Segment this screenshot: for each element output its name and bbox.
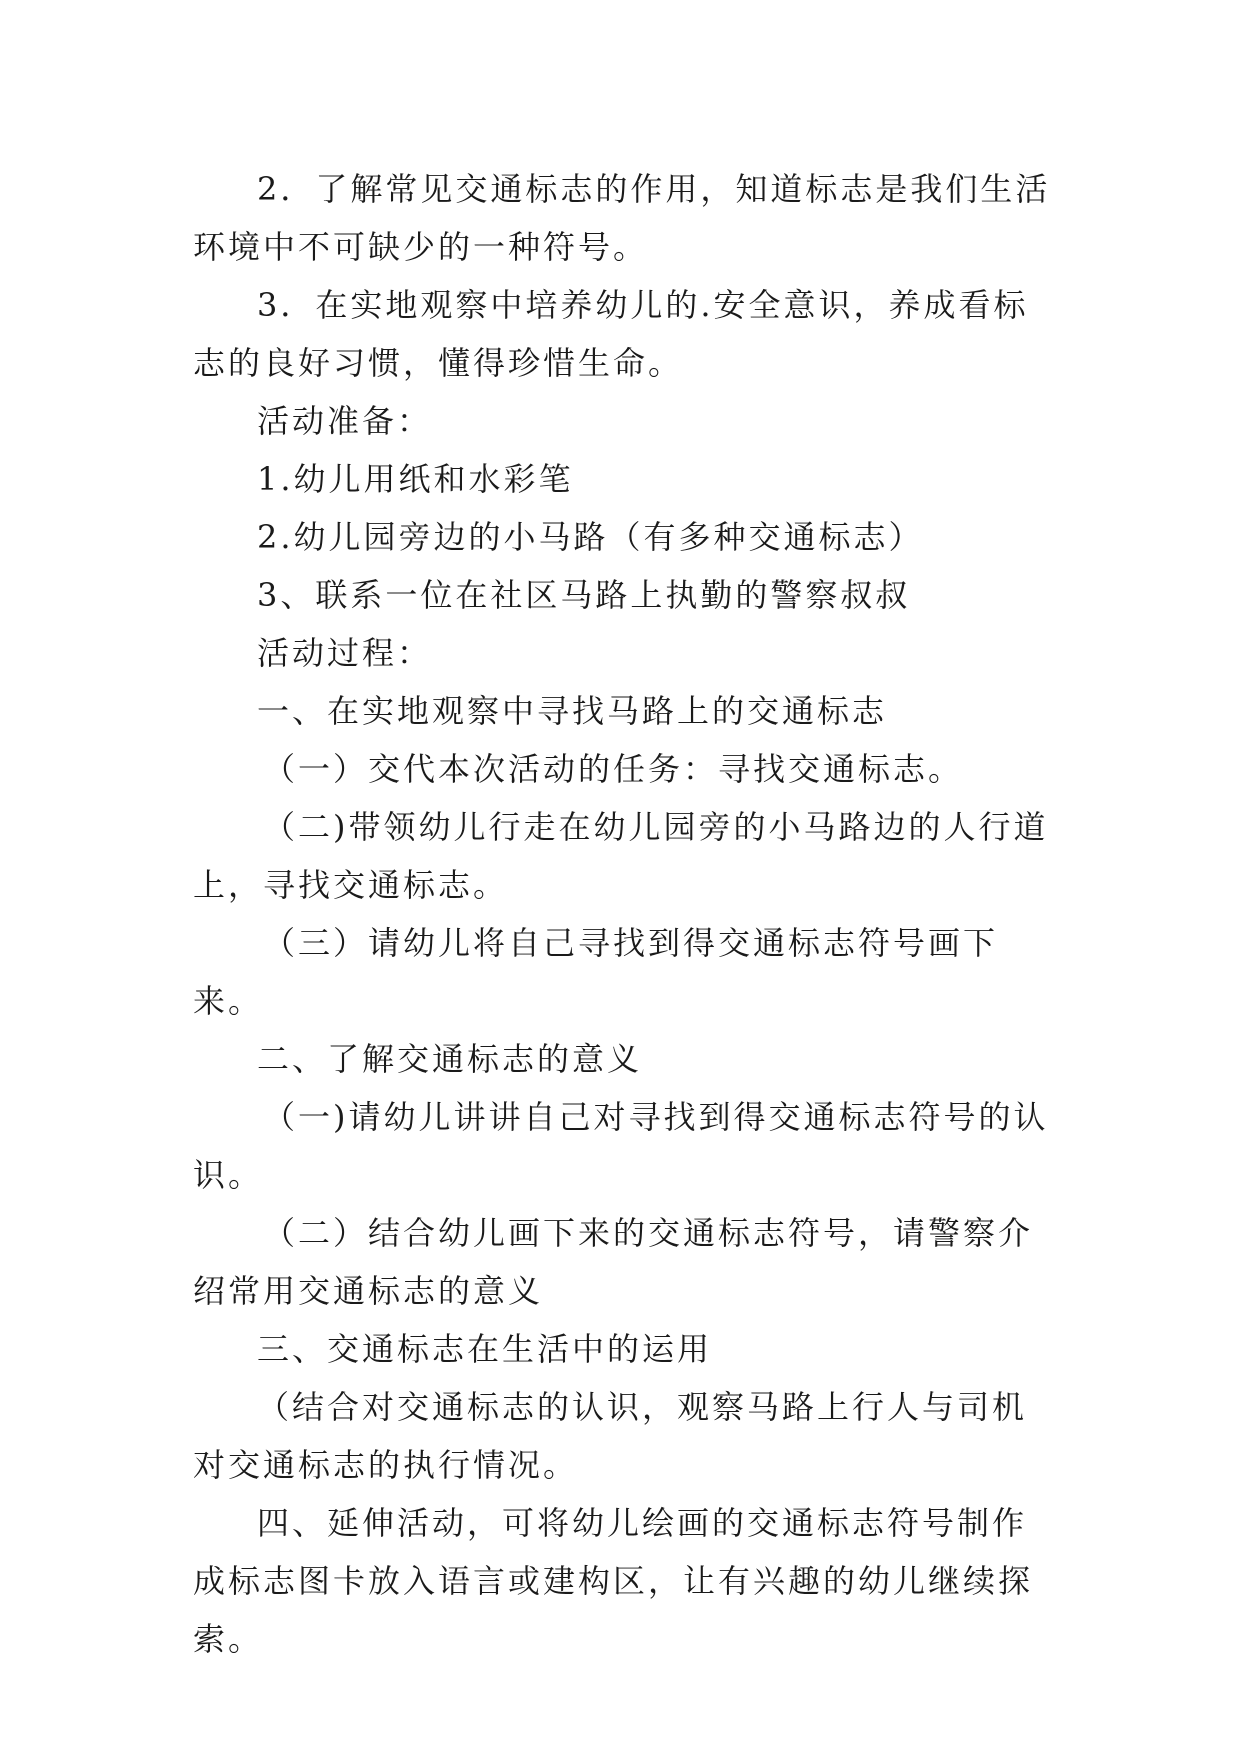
process-step-1-3: （三）请幼儿将自己寻找到得交通标志符号画下来。 [193, 924, 999, 1020]
preparation-item-2: 2.幼儿园旁边的小马路（有多种交通标志） [257, 518, 924, 556]
document-body [193, 160, 1053, 1668]
process-step-1-2: （二)带领幼儿行走在幼儿园旁的小马路边的人行道上，寻找交通标志。 [193, 808, 1049, 904]
paragraph-objective-2: 2．了解常见交通标志的作用，知道标志是我们生活环境中不可缺少的一种符号。 [193, 170, 1051, 266]
heading-preparation: 活动准备： [257, 402, 433, 440]
preparation-item-1: 1.幼儿用纸和水彩笔 [257, 460, 574, 498]
process-section-3: 三、交通标志在生活中的运用 [257, 1330, 713, 1368]
process-section-1: 一、在实地观察中寻找马路上的交通标志 [257, 692, 888, 730]
paragraph-objective-3: 3．在实地观察中培养幼儿的.安全意识，养成看标志的良好习惯，懂得珍惜生命。 [193, 286, 1029, 382]
preparation-item-3: 3、联系一位在社区马路上执勤的警察叔叔 [257, 576, 911, 614]
process-step-2-2: （二）结合幼儿画下来的交通标志符号，请警察介绍常用交通标志的意义 [193, 1214, 1034, 1310]
process-section-4: 四、延伸活动，可将幼儿绘画的交通标志符号制作成标志图卡放入语言或建构区，让有兴趣的幼儿继续探索。 [193, 1504, 1034, 1658]
process-section-2: 二、了解交通标志的意义 [257, 1040, 643, 1078]
process-step-2-1: （一)请幼儿讲讲自己对寻找到得交通标志符号的认识。 [193, 1098, 1049, 1194]
heading-process: 活动过程： [257, 634, 433, 672]
process-step-1-1: （一）交代本次活动的任务：寻找交通标志。 [263, 750, 964, 788]
process-step-3-1: （结合对交通标志的认识，观察马路上行人与司机对交通标志的执行情况。 [193, 1388, 1028, 1484]
